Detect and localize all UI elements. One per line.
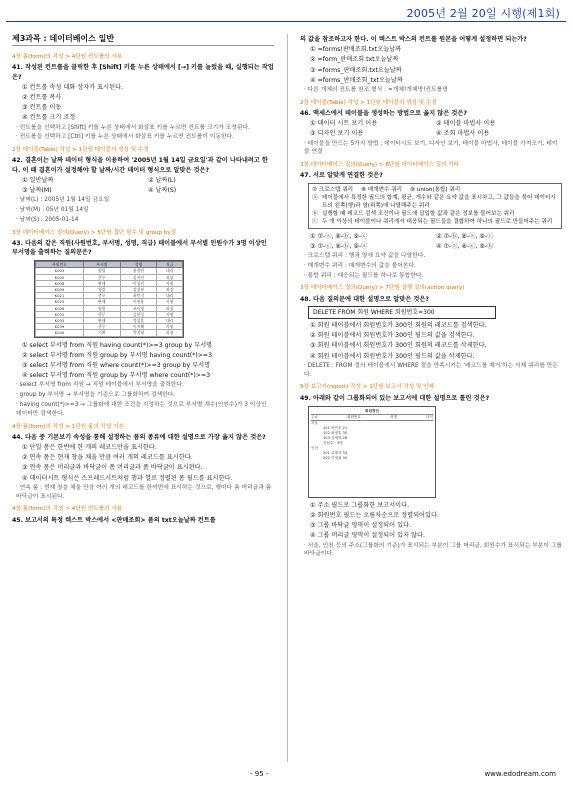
table-cell: 최민기: [120, 293, 157, 299]
option: ② 연속 폼은 현재 창을 채울 만큼 여러 개의 레코드를 표시한다.: [22, 454, 193, 462]
option: ③ 그룹 바닥글 영역이 설정되어 있다.: [310, 522, 412, 530]
option: ③ select 부서명 from 직원 where count(*)>=3 group by 부서명: [22, 362, 211, 370]
option: ④ ⑦-ⓐ, ⑧-ⓒ, ⑨-ⓑ: [436, 242, 494, 250]
definition-item: ⓐ 테이블에서 특정한 필드의 합계, 평균, 개수와 같은 요약 값을 표시하고, 그 값들을 묶어 데이터시트의 왼쪽(행)과 열(위쪽)에 나열해주는 쿼리: [312, 194, 556, 209]
explanation: · 컨트롤을 선택하고 [Ctrl] 키를 누른 상태에서 화살표 키를 누르면 컨트롤이 이동한다.: [16, 134, 234, 141]
report-line: 101 박민우 21: [323, 425, 348, 430]
option: ③ 날짜(M): [22, 187, 52, 195]
page-header: [6, 4, 566, 22]
table-cell: 김서진: [120, 274, 157, 280]
option: ① 주소 필드로 그룹화한 보고서이다.: [310, 501, 410, 509]
table-cell: 김한성: [120, 311, 157, 317]
explanation: · DELETE : FROM 절의 테이블에서 WHERE 절을 만족시키는 '레코드를 제거'하는 삭제 쿼리를 만든다.: [304, 362, 558, 378]
table-cell: K005: [36, 274, 84, 280]
question-45: [12, 505, 274, 524]
option: ④ 조회 마법사 이용: [436, 130, 490, 138]
table-cell: K040: [36, 330, 84, 336]
question-49: [300, 383, 562, 559]
table-row: [36, 330, 183, 336]
table-cell: 사원: [157, 324, 183, 330]
option: ③ 디자인 보기 이용: [310, 130, 364, 138]
explanation: · having count(*)>=3 → 그룹화에 대한 조건을 지정하는 것으로 부서별 개수(인원수)가 3 이상인 데이터만 검색한다.: [16, 402, 267, 417]
topic-label: 4장 폼(form)의 작성 > 4단원 컨트롤의 사용: [12, 54, 123, 61]
left-column: [12, 34, 274, 525]
option: ① 회원 테이블에서 회원번호가 300인 회원의 레코드를 검색한다.: [310, 322, 487, 330]
question-text: 41. 작성된 컨트롤을 클릭한 후 [Shift] 키를 누른 상태에서 [→] 키를 눌렀을 때, 실행되는 작업은?: [12, 64, 274, 81]
topic-label: 2장 테이블(Table) 작성 > 1단원 테이블의 생성 및 수정: [12, 147, 149, 154]
question-text: 42. 결혼이는 날짜 데이터 형식을 이용하여 '2005년 1월 14일 금요일'과 같이 나타내려고 한다. 이 때 결혼이가 설정해야 할 날짜/시간 데이터 형식으로 알맞은 것은?: [12, 157, 268, 174]
explanation: · select 부서명 from 직원 → 직원 테이블에서 부서명을 출력한다.: [16, 382, 184, 389]
option: ② 회원 테이블에서 회원번호가 300인 필드의 값을 검색한다.: [310, 332, 475, 340]
table-cell: 과장: [157, 305, 183, 311]
table-cell: 이현용: [120, 299, 157, 305]
table-cell: 조미영: [120, 305, 157, 311]
explanation: · 날짜(M) : 05년 01월 14일: [16, 207, 89, 214]
definition-item: ⑨ union(통합) 쿼리: [410, 186, 461, 193]
option: ① 데이터 시트 보기 이용: [310, 120, 378, 128]
topic-label: 2장 테이블(Table) 작성 > 1단원 테이블의 생성 및 수정: [300, 99, 437, 106]
option: ③ 연속 폼은 머리글과 바닥글이 폼 머리글과 폼 바닥글이 표시된다.: [22, 464, 203, 472]
table-cell: 판매: [83, 318, 120, 324]
report-line: 서울: [311, 420, 318, 425]
explanation: · 크로스탭 쿼리 : 행과 열에 요약 값을 나열한다.: [304, 253, 426, 260]
option: ④ select 부서명 from 직원 group by 부서명 where count(*)>=3: [22, 372, 211, 380]
explanation: · 다른 개체의 컨트롤 참조 형식 : =개체!개체명!컨트롤명: [304, 87, 448, 94]
option: ② select 부서명 from 직원 group by 부서명 having count(*)>=3: [22, 351, 213, 359]
report-line: 인천: [311, 445, 318, 450]
report-line: 103 김세미 28: [323, 435, 348, 440]
explanation: · group by 부서명 → 부서명을 기준으로 그룹화하여 검색한다.: [16, 392, 176, 399]
report-line: 201 유재석 33: [323, 450, 348, 455]
table-header: 사원번호: [36, 262, 84, 268]
table-cell: 사원: [157, 280, 183, 286]
option: ② 컨트롤 복사: [22, 94, 62, 102]
explanation: · 테이블을 만드는 5가지 방법 : 데이터시트 보기, 디자인 보기, 테이블 마법사, 테이블 가져오기, 테이블 연결: [304, 140, 558, 156]
question-text: 49. 아래와 같이 그룹화되어 있는 보고서에 대한 설명으로 틀린 것은?: [300, 394, 490, 402]
table-cell: 영업: [83, 268, 120, 274]
table-cell: K031: [36, 311, 84, 317]
option: ① =forms!판매조회.txt오늘날짜: [310, 46, 402, 54]
definition-item: ⑦ 크로스탭 쿼리: [312, 186, 353, 193]
topic-label: 3장 데이터베이스 질의(Query) > 5단원 집단 함수 및 group by절: [12, 229, 177, 236]
option: ① 일반날짜: [22, 176, 54, 184]
question-41: [12, 53, 274, 142]
question-text: 47. 서로 알맞게 연결한 것은?: [300, 172, 383, 180]
definition-item: ⓒ 두 개 이상의 테이블이나 쿼리에서 대응되는 필드들을 결합하여 하나의 필드로 만들어주는 쿼리: [312, 218, 553, 225]
explanation: · 서울, 인천 등의 주소(그룹화의 기준)가 표시되는 부분이 그룹 머리글, 회원수가 표시되는 부분이 그룹 바닥글이다.: [304, 542, 562, 558]
option: ② 테이블 마법사 이용: [436, 120, 496, 128]
table-cell: 총무: [83, 293, 120, 299]
definition-item: ⓑ 실행할 때 레코드 검색 조건이나 필드에 삽입할 값과 같은 정보를 물어보는 쿼리: [312, 210, 515, 217]
table-cell: 판매: [83, 299, 120, 305]
question-47: [300, 161, 562, 280]
explanation: · 컨트롤을 선택하고 [Shift] 키를 누른 상태에서 화살표 키를 누르면 컨트롤 크기가 조정된다.: [16, 124, 250, 131]
table-cell: 총무: [83, 274, 120, 280]
option: ④ 컨트롤 크기 조정: [22, 114, 76, 122]
explanation: · 통합 쿼리 : 대응되는 필드를 하나로 통합한다.: [304, 272, 424, 279]
table-header: 직급: [157, 262, 183, 268]
table-cell: 기획: [83, 330, 120, 336]
explanation: · 매개변수 쿼리 : 매개변수의 값을 물어본다.: [304, 262, 416, 269]
option: ① 컨트롤 속성 대화 상자가 표시된다.: [22, 83, 124, 91]
report-line: 인원수 : 3명: [323, 440, 343, 445]
sql-code-box: DELETE FROM 회원 WHERE 회원번호=300: [308, 306, 496, 319]
table-cell: 강성현: [120, 287, 157, 293]
site-url: www.edodream.com: [484, 770, 556, 778]
question-text: 43. 다음의 같은 직원(사원번호, 부서명, 성명, 직급) 테이블에서 부서별 인원수가 3명 이상인 부서명을 출력하는 질의문은?: [12, 239, 267, 257]
topic-label: 3장 데이터베이스 질의(Query) > 7단원 실행 질의(action query): [300, 285, 465, 292]
report-header-row: 주소 회원번호 성명 나이: [311, 414, 433, 419]
table-cell: 과장: [157, 287, 183, 293]
option: ③ ⑦-ⓒ, ⑧-ⓑ, ⑨-ⓐ: [310, 242, 368, 250]
table-cell: 영업: [83, 287, 120, 293]
table-cell: 과장: [157, 274, 183, 280]
option: ③ 컨트롤 이동: [22, 104, 62, 112]
page-footer: [0, 770, 572, 784]
topic-label: 3장 데이터베이스 질의(Query) > 8단원 데이터베이스 질의 기타: [300, 162, 460, 169]
report-line: 102 최정호 35: [323, 430, 348, 435]
table-cell: 사원: [157, 299, 183, 305]
option: ④ =forms_판매조회_txt오늘날짜: [310, 76, 403, 84]
question-text: 44. 다음 중 기본보기 속성을 통해 설정하는 폼의 종류에 대한 설명으로 가장 옳지 않은 것은?: [12, 433, 266, 441]
table-cell: K003: [36, 268, 84, 274]
question-46: [300, 99, 562, 157]
report-line: 202 이정희 30: [323, 455, 348, 460]
explanation: · 날짜(S) : 2005-01-14: [16, 216, 79, 223]
question-42: [12, 146, 274, 224]
table-cell: 윤정원: [120, 268, 157, 274]
table-cell: K009: [36, 287, 84, 293]
option: ③ 회원 테이블에서 회원번호가 300인 회원의 레코드를 삭제한다.: [310, 342, 487, 350]
table-cell: 과장: [157, 330, 183, 336]
question-text: 48. 다음 질의문에 대한 설명으로 알맞은 것은?: [300, 295, 429, 303]
option: ③ =forms_판매조회.txt오늘날짜: [310, 66, 402, 74]
question-45-continued: [300, 35, 562, 95]
table-cell: 이지혜: [120, 324, 157, 330]
option: ④ 데이터시트 형식은 스프레드시트처럼 행과 열로 정렬된 폼 필드를 표시한다.: [22, 474, 233, 482]
question-48: [300, 284, 562, 379]
table-cell: K039: [36, 324, 84, 330]
definition-box: [308, 183, 562, 229]
option: ② 회원번호 필드는 오름차순으로 정렬되어있다.: [310, 512, 439, 520]
employee-table: [34, 260, 184, 337]
explanation: · 날짜(L) : 2005년 1월 14일 금요일: [16, 197, 110, 204]
table-header: 성명: [120, 262, 157, 268]
table-cell: 사원: [157, 311, 183, 317]
topic-label: 5장 보고서(report) 작성 > 1단원 보고서 작성 및 인쇄: [300, 384, 434, 391]
definition-item: ⑧ 매개변수 쿼리: [361, 186, 402, 193]
explanation: · 연속 폼 : 현재 창을 채울 만큼 여러 개의 레코드를 한꺼번에 표시하는 것으로, 행마다 폼 머리글과 폼 바닥글이 표시된다.: [16, 484, 272, 500]
question-43: [12, 229, 274, 419]
table-cell: 이성진: [120, 280, 157, 286]
table-cell: 박지영: [120, 330, 157, 336]
table-cell: K025: [36, 299, 84, 305]
topic-label: 4장 폼(form)의 작성 > 1단원 폼의 작성 기본: [12, 423, 124, 430]
question-text: 의 값을 참조하고자 한다. 이 텍스트 박스의 컨트롤 원본을 어떻게 설정하면 되는가?: [300, 36, 527, 43]
table-cell: 대리: [157, 268, 183, 274]
report-preview: [308, 406, 436, 498]
table-cell: K028: [36, 305, 84, 311]
option: ① 단일 폼은 한번에 한 개의 레코드만을 표시한다.: [22, 444, 157, 452]
column-divider: [287, 34, 288, 762]
table-cell: 정상훈: [120, 318, 157, 324]
option: ④ 회원 테이블에서 회원번호가 300인 필드의 값을 삭제한다.: [310, 352, 475, 360]
topic-label: 4장 폼(form)의 작성 > 4단원 컨트롤의 사용: [12, 506, 123, 513]
table-header: 부서명: [83, 262, 120, 268]
table-cell: 총무: [83, 311, 120, 317]
table-cell: K035: [36, 318, 84, 324]
section-title: 제3과목 : 데이터베이스 일반: [12, 34, 274, 46]
question-44: [12, 423, 274, 502]
report-title: 회원명단: [311, 409, 433, 415]
question-text: 45. 보고서의 특정 텍스트 박스에서 <판매조회> 폼의 txt오늘날짜 컨트롤: [12, 516, 216, 524]
header-rule: [6, 21, 566, 22]
table-cell: K008: [36, 280, 84, 286]
option: ② ⑦-ⓑ, ⑧-ⓐ, ⑨-ⓒ: [436, 232, 494, 240]
option: ① ⑦-ⓐ, ⑧-ⓑ, ⑨-ⓒ: [310, 232, 368, 240]
exam-date-title: 2005년 2월 20일 시행(제1회): [406, 7, 560, 20]
option: ④ 그룹 머리글 영역이 설정되어 있지 않다.: [310, 532, 425, 540]
table-cell: 총무: [83, 324, 120, 330]
option: ② 날짜(L): [148, 176, 176, 184]
option: ② =form_판매조회.txt오늘날짜: [310, 56, 399, 64]
table-cell: 영업: [83, 305, 120, 311]
table-cell: 대리: [157, 293, 183, 299]
right-column: [300, 34, 562, 559]
option: ① select 부서명 from 직원 having count(*)>=3 group by 부서명: [22, 341, 213, 349]
option: ④ 날짜(S): [148, 187, 177, 195]
table-cell: 대리: [157, 318, 183, 324]
page-number: - 95 -: [250, 770, 269, 778]
question-text: 46. 액세스에서 테이블을 생성하는 방법으로 옳지 않은 것은?: [300, 110, 467, 118]
table-cell: K021: [36, 293, 84, 299]
table-cell: 판매: [83, 280, 120, 286]
